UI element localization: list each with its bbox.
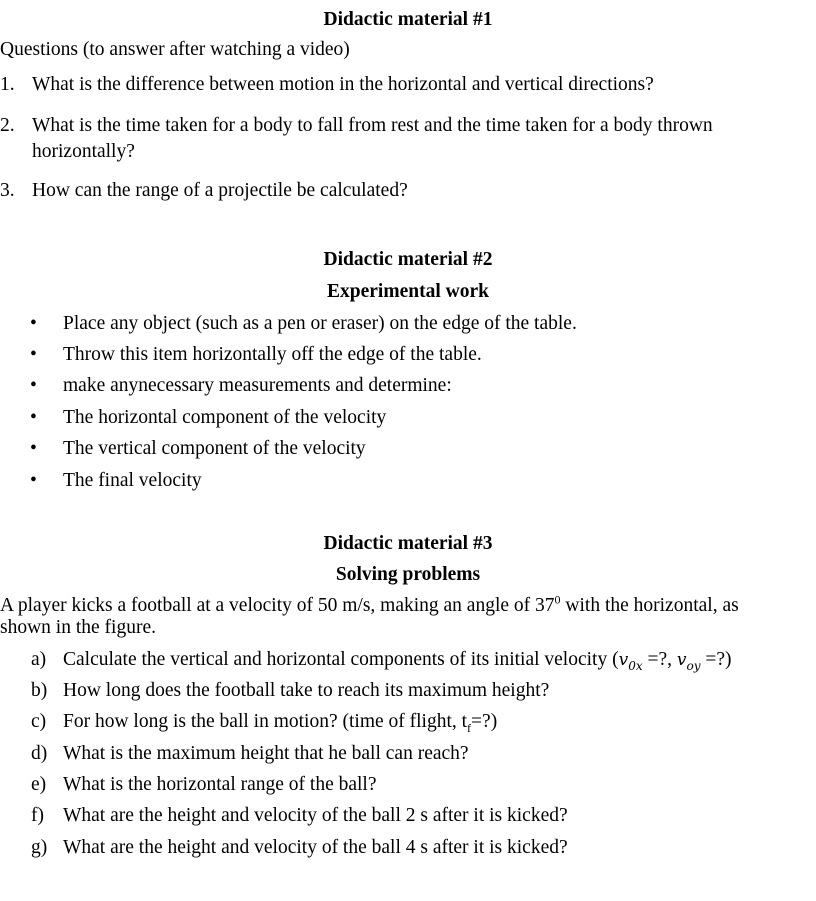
problem-e xyxy=(31,773,377,797)
bullet-text: make anynecessary measurements and determine: xyxy=(63,375,452,396)
item-text: What are the height and velocity of the ball 2 s after it is kicked? xyxy=(63,805,568,826)
math-var: v xyxy=(618,650,629,670)
dm2-title: Didactic material #2 xyxy=(323,249,493,270)
bullet-icon: • xyxy=(30,344,37,365)
problem-c xyxy=(31,710,498,735)
question-number: 1. xyxy=(0,74,15,95)
dm3-title: Didactic material #3 xyxy=(323,533,493,554)
question-3 xyxy=(0,179,408,203)
bullet-icon: • xyxy=(30,407,37,428)
subscript: f xyxy=(467,720,472,735)
question-text: What is the difference between motion in the horizontal and vertical directions? xyxy=(32,74,654,95)
question-number: 3. xyxy=(0,180,15,201)
item-letter: f) xyxy=(31,805,44,826)
bullet-icon: • xyxy=(30,438,37,459)
bullet-text: Throw this item horizontally off the edge of the table. xyxy=(63,344,482,365)
item-letter: a) xyxy=(31,649,47,670)
item-letter: d) xyxy=(31,743,48,764)
question-text: How can the range of a projectile be calculated? xyxy=(32,180,408,201)
bullet-icon: • xyxy=(30,470,37,491)
math-sub: oy xyxy=(686,658,701,673)
item-letter: e) xyxy=(31,774,47,795)
dm2-subtitle: Experimental work xyxy=(327,281,489,302)
text: with the horizontal, as xyxy=(560,595,739,616)
item-text: What are the height and velocity of the ball 4 s after it is kicked? xyxy=(63,837,568,858)
item-text: =?) xyxy=(471,711,498,732)
problem-d xyxy=(31,742,469,766)
math-eq: =? xyxy=(700,649,726,670)
bullet-text: The final velocity xyxy=(63,470,202,491)
bullet-item xyxy=(30,437,366,461)
item-letter: c) xyxy=(31,711,47,732)
bullet-item xyxy=(30,312,577,336)
problem-a xyxy=(31,648,732,673)
item-text: What is the maximum height that he ball can reach? xyxy=(63,743,469,764)
bullet-text: The horizontal component of the velocity xyxy=(63,407,387,428)
text: A player kicks a football at a velocity of 50 m/s, making an angle of 37 xyxy=(0,595,555,616)
item-letter: g) xyxy=(31,837,48,858)
bullet-text: Place any object (such as a pen or eraser) on the edge of the table. xyxy=(63,313,577,334)
problem-f xyxy=(31,804,568,828)
item-text: What is the horizontal range of the ball? xyxy=(63,774,377,795)
bullet-icon: • xyxy=(30,375,37,396)
dm1-title: Didactic material #1 xyxy=(323,9,493,30)
question-2-cont: horizontally? xyxy=(32,141,135,162)
bullet-item xyxy=(30,469,202,493)
question-2 xyxy=(0,114,713,138)
question-number: 2. xyxy=(0,115,15,136)
paren: ) xyxy=(725,649,732,670)
question-text: What is the time taken for a body to fall from rest and the time taken for a body thrown xyxy=(32,115,713,136)
math-sub: 0x xyxy=(628,658,643,673)
item-text: How long does the football take to reach its maximum height? xyxy=(63,680,550,701)
problem-statement xyxy=(0,592,739,616)
item-text: Calculate the vertical and horizontal components of its initial velocity ( xyxy=(63,649,619,670)
item-text: For how long is the ball in motion? (time of flight, t xyxy=(63,711,468,732)
bullet-item xyxy=(30,343,482,367)
bullet-text: The vertical component of the velocity xyxy=(63,438,366,459)
dm3-subtitle: Solving problems xyxy=(335,564,481,585)
bullet-item xyxy=(30,406,387,430)
bullet-item xyxy=(30,374,452,398)
dm1-intro: Questions (to answer after watching a video) xyxy=(0,39,350,60)
question-1 xyxy=(0,73,654,97)
problem-b xyxy=(31,679,550,703)
degree-superscript: 0 xyxy=(554,592,561,607)
item-letter: b) xyxy=(31,680,48,701)
bullet-icon: • xyxy=(30,313,37,334)
problem-g xyxy=(31,836,568,860)
math-var: v xyxy=(676,650,687,670)
math-eq: =?, xyxy=(642,649,677,670)
problem-statement-cont: shown in the figure. xyxy=(0,617,156,638)
